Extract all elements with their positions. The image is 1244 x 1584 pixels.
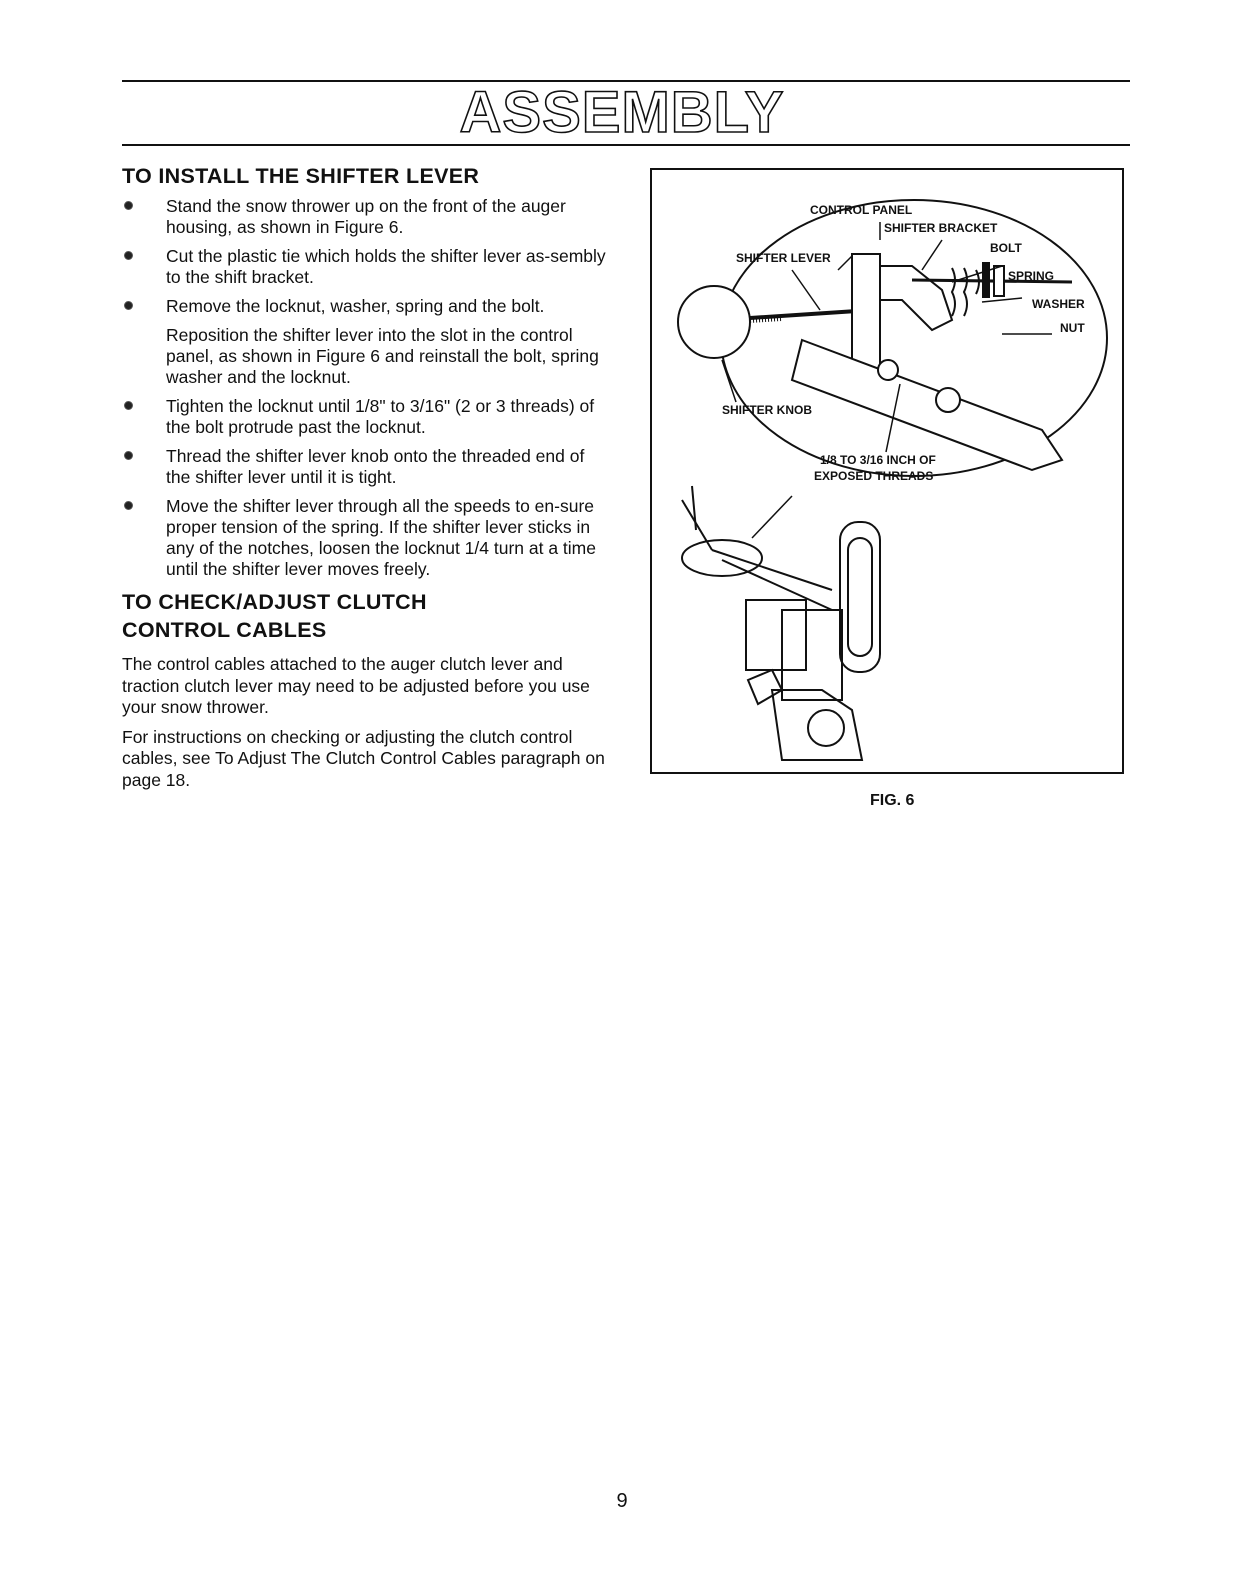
snow-thrower-sketch [682, 486, 880, 760]
label-shifter-lever: SHIFTER LEVER [736, 251, 831, 265]
label-control-panel: CONTROL PANEL [810, 203, 913, 217]
list-item [122, 396, 612, 438]
bullet-icon [124, 301, 133, 310]
figure-6-frame [650, 168, 1124, 774]
figure-6-illustration [652, 170, 1122, 772]
step-text: Cut the plastic tie which holds the shifter lever as-sembly to the shift bracket. [166, 246, 606, 287]
shifter-knob-circle [678, 286, 750, 358]
step-text: Thread the shifter lever knob onto the threaded end of the shifter lever until it is tight. [166, 446, 585, 487]
heading-line-2: CONTROL CABLES [122, 618, 327, 642]
label-shifter-bracket: SHIFTER BRACKET [884, 221, 998, 235]
heading-line-1: TO CHECK/ADJUST CLUTCH [122, 590, 427, 614]
left-column [122, 162, 612, 791]
clutch-paragraph-2: For instructions on checking or adjusting the clutch control cables, see To Adjust The Clutch Control Cables paragraph on page 18. [122, 726, 605, 790]
bullet-icon [124, 251, 133, 260]
label-bolt: BOLT [990, 241, 1022, 255]
clutch-paragraph-1: The control cables attached to the auger clutch lever and traction clutch lever may need to be adjusted before you use your snow thrower. [122, 654, 590, 717]
list-item [122, 446, 612, 488]
nut [994, 266, 1004, 296]
top-rule [122, 80, 1130, 82]
bullet-icon [124, 501, 133, 510]
hex-nut-1 [878, 360, 898, 380]
title-underline [122, 144, 1130, 146]
detail-circle [721, 200, 1107, 476]
bullet-icon [124, 451, 133, 460]
label-washer: WASHER [1032, 297, 1085, 311]
washer [982, 262, 990, 298]
label-spring: SPRING [1008, 269, 1055, 283]
step-subtext: Reposition the shifter lever into the slot in the control panel, as shown in Figure 6 and reinstall the bolt, spring washer and the locknut. [166, 325, 599, 387]
label-threads-2: EXPOSED THREADS [814, 469, 934, 483]
detail-pointer [752, 496, 792, 538]
handle-tube [792, 340, 1062, 470]
step-text: Remove the locknut, washer, spring and the bolt. [166, 296, 545, 316]
page-number: 9 [616, 1490, 628, 1512]
figure-caption: FIG. 6 [870, 792, 915, 809]
list-item [122, 496, 612, 580]
label-nut: NUT [1060, 321, 1085, 335]
page-title: ASSEMBLY [459, 80, 785, 145]
list-item [122, 296, 612, 388]
list-item [122, 196, 612, 238]
step-text: Move the shifter lever through all the speeds to en-sure proper tension of the spring. If the shifter lever sticks in any of the notches, loosen the locknut 1/4 turn at a time until the shifter lever moves freely. [166, 496, 596, 579]
step-text: Stand the snow thrower up on the front of the auger housing, as shown in Figure 6. [166, 196, 566, 237]
label-threads-1: 1/8 TO 3/16 INCH OF [820, 453, 936, 467]
bullet-icon [124, 401, 133, 410]
list-item [122, 246, 612, 288]
shifter-steps-list [122, 196, 612, 580]
section-heading-shifter: TO INSTALL THE SHIFTER LEVER [122, 164, 480, 188]
section-heading-clutch [122, 588, 612, 644]
label-shifter-knob: SHIFTER KNOB [722, 403, 812, 417]
shifter-bracket [880, 266, 952, 330]
bullet-icon [124, 201, 133, 210]
hex-nut-2 [936, 388, 960, 412]
step-text: Tighten the locknut until 1/8" to 3/16" (2 or 3 threads) of the bolt protrude past the locknut. [166, 396, 595, 437]
